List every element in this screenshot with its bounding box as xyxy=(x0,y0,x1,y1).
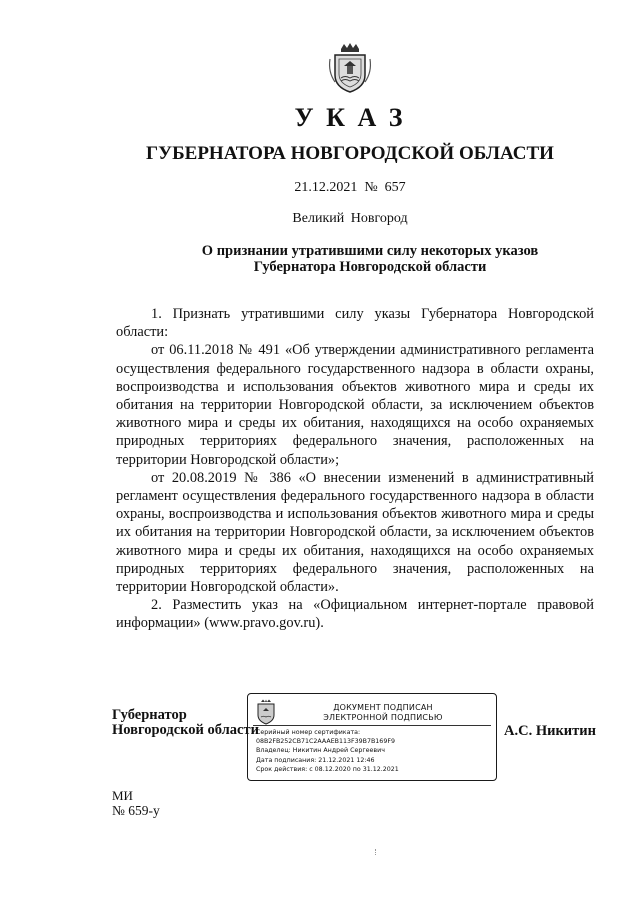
executor-initials: МИ xyxy=(112,788,133,803)
stamp-header-line-1: ДОКУМЕНТ ПОДПИСАН xyxy=(333,703,433,712)
paragraph-4: 2. Разместить указ на «Официальном интернет-портале правовой информации» (www.pravo.gov.ru). xyxy=(116,597,594,632)
stamp-owner: Владелец: Никитин Андрей Сергеевич xyxy=(256,747,385,755)
position-line-1: Губернатор xyxy=(112,707,187,723)
signatory-position xyxy=(112,708,259,738)
stamp-serial-number: 08B2FB252CB71C2AAAEB113F39B7B169F9 xyxy=(256,738,395,746)
position-line-2: Новгородской области xyxy=(112,722,259,738)
stamp-divider xyxy=(253,725,491,726)
document-heading: О признании утратившими силу некоторых указов Губернатора Новгородской области xyxy=(201,243,539,275)
signatory-name: А.С. Никитин xyxy=(504,723,596,739)
city: Великий Новгород xyxy=(292,211,408,226)
paragraph-1: 1. Признать утратившими силу указы Губернатора Новгородской области: xyxy=(116,306,594,341)
stamp-coat-of-arms-icon xyxy=(255,699,277,725)
date-and-number: 21.12.2021 № 657 xyxy=(294,180,406,195)
document-body xyxy=(116,305,594,633)
stamp-serial-label: Серийный номер сертификата: xyxy=(256,729,361,736)
stamp-header xyxy=(288,703,478,723)
paragraph-2: от 06.11.2018 № 491 «Об утверждении административного регламента осуществления федерального государственного надзора в области охраны, воспроизводства и использования объектов животного мира и среды их обитания на территории Новгородской области, за исключением объектов животного мира и среды их обитания, находящихся на особо охраняемых природных территориях федерального значения, расположенных на территории Новгородской области»; xyxy=(116,342,594,468)
document-title: У К А З xyxy=(294,103,406,132)
issuer-title: ГУБЕРНАТОРА НОВГОРОДСКОЙ ОБЛАСТИ xyxy=(146,143,554,164)
stamp-sign-date: Дата подписания: 21.12.2021 12:46 xyxy=(256,756,375,764)
registration-number: № 659-у xyxy=(112,803,160,818)
stamp-header-line-2: ЭЛЕКТРОННОЙ ПОДПИСЬЮ xyxy=(323,713,443,722)
stamp-details xyxy=(256,728,492,774)
paragraph-3: от 20.08.2019 № 386 «О внесении изменений в административный регламент осуществления федерального государственного надзора в области охраны, воспроизводства и использования объектов животного мира и среды их обитания на территории Новгородской области, за исключением объектов животного мира и среды их обитания, находящихся на особо охраняемых природных территориях федерального значения, расположенных на территории Новгородской области». xyxy=(116,469,594,596)
stamp-validity: Срок действия: с 08.12.2020 по 31.12.2021 xyxy=(256,765,399,773)
scan-artifact xyxy=(375,849,378,855)
coat-of-arms-icon xyxy=(327,42,373,94)
electronic-signature-stamp xyxy=(247,693,497,781)
